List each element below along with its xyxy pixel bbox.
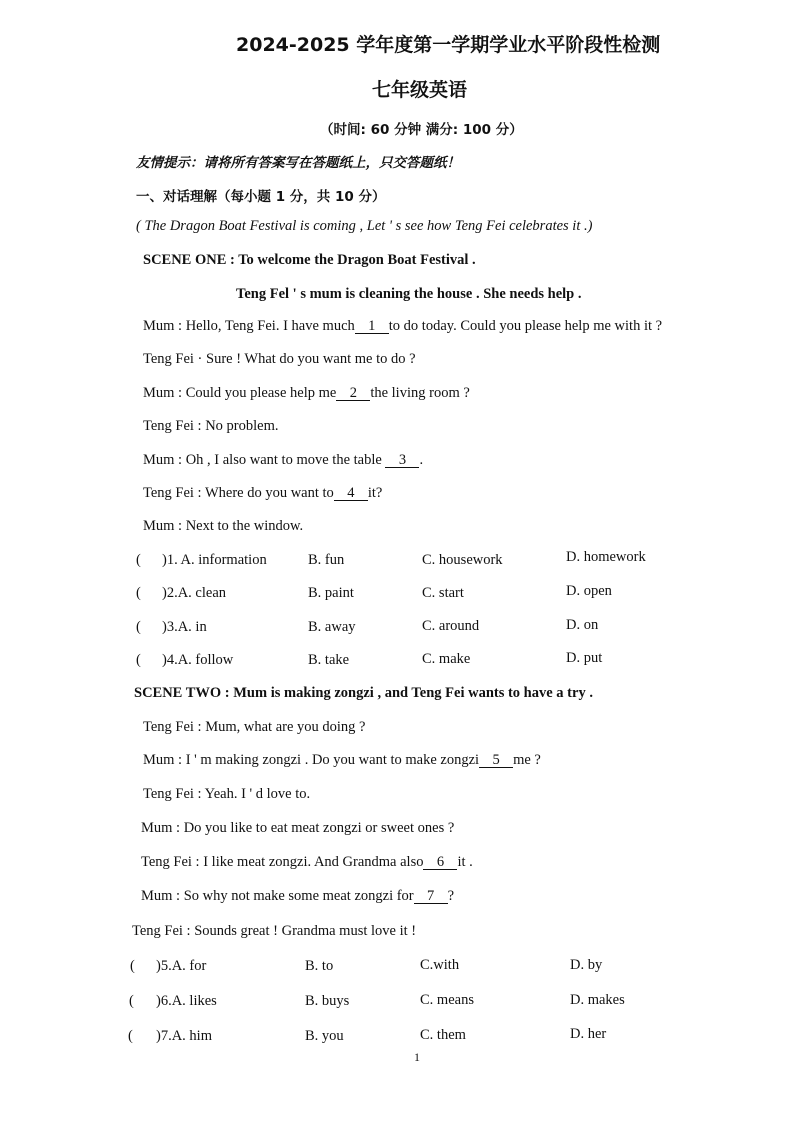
dialogue-line: Teng Fei : Mum, what are you doing ?: [143, 719, 366, 735]
exam-tip: 友情提示：请将所有答案写在答题纸上，只交答题纸！: [136, 155, 460, 171]
question-option-b: B. buys: [305, 993, 350, 1009]
dialogue-line: Teng Fei : No problem.: [143, 418, 279, 434]
dialogue-line: Mum : So why not make some meat zongzi for 7 ?: [141, 888, 455, 904]
dialogue-line: Mum : I ' m making zongzi . Do you want to make zongzi 5 me ?: [143, 752, 541, 768]
dialogue-line: Mum : Could you please help me 2 the living room ?: [143, 385, 470, 401]
question-option-c: C.with: [420, 957, 460, 973]
dialogue-line: Teng Fei · Sure ! What do you want me to do ?: [143, 351, 416, 367]
question-option-a: )1. A. information: [162, 552, 267, 568]
answer-paren: (: [128, 1028, 133, 1044]
scene-two-title: SCENE TWO : Mum is making zongzi , and Teng Fei wants to have a try .: [134, 685, 593, 701]
answer-blank: 1: [355, 319, 389, 334]
question-option-a: )7.A. him: [156, 1028, 212, 1044]
question-option-c: C. make: [422, 651, 471, 667]
answer-paren: (: [136, 585, 141, 601]
question-option-a: )6.A. likes: [156, 993, 217, 1009]
question-option-c: C. around: [422, 618, 480, 634]
answer-blank: 4: [334, 486, 368, 501]
dialogue-line: Teng Fei : Yeah. I ' d love to.: [143, 786, 311, 802]
question-option-d: D. open: [566, 583, 612, 599]
question-option-b: B. you: [305, 1028, 344, 1044]
question-option-a: )3.A. in: [162, 619, 207, 635]
scene-one-subtitle: Teng Fel ' s mum is cleaning the house . She needs help .: [236, 286, 582, 302]
scene-one-title: SCENE ONE : To welcome the Dragon Boat Festival .: [143, 252, 476, 268]
question-option-d: D. her: [570, 1026, 607, 1042]
answer-paren: (: [136, 652, 141, 668]
question-option-c: C. them: [420, 1027, 466, 1043]
dialogue-line: Mum : Oh , I also want to move the table 3 .: [143, 452, 424, 468]
answer-blank: 2: [336, 386, 370, 401]
answer-blank: 6: [423, 855, 457, 870]
question-option-a: )4.A. follow: [162, 652, 234, 668]
answer-paren: (: [129, 993, 134, 1009]
dialogue-line: Mum : Do you like to eat meat zongzi or sweet ones ?: [141, 820, 455, 836]
question-option-d: D. by: [570, 957, 603, 973]
dialogue-line: Teng Fei : I like meat zongzi. And Grandma also 6 it .: [141, 854, 473, 870]
question-option-b: B. fun: [308, 552, 345, 568]
question-option-c: C. housework: [422, 552, 503, 568]
question-option-b: B. to: [305, 958, 334, 974]
exam-title: 2024-2025 学年度第一学期学业水平阶段性检测: [236, 34, 661, 56]
section-heading: 一、对话理解（每小题 1 分，共 10 分）: [136, 189, 386, 205]
answer-blank: 5: [479, 753, 513, 768]
question-option-b: B. take: [308, 652, 350, 668]
question-option-c: C. means: [420, 992, 474, 1008]
dialogue-line: Teng Fei : Sounds great ! Grandma must love it !: [132, 923, 417, 939]
exam-time-info: （时间: 60 分钟 满分: 100 分）: [320, 122, 523, 138]
question-option-c: C. start: [422, 585, 464, 601]
question-option-b: B. paint: [308, 585, 354, 601]
question-option-d: D. homework: [566, 549, 646, 565]
answer-paren: (: [136, 619, 141, 635]
dialogue-line: Teng Fei : Where do you want to 4 it?: [143, 485, 383, 501]
dialogue-line: Mum : Next to the window.: [143, 518, 304, 534]
question-option-a: )2.A. clean: [162, 585, 227, 601]
question-option-d: D. makes: [570, 992, 625, 1008]
exam-subject: 七年级英语: [372, 79, 468, 101]
dialogue-line: Mum : Hello, Teng Fei. I have much 1 to do today. Could you please help me with it ?: [143, 318, 663, 334]
answer-paren: (: [136, 552, 141, 568]
section-intro: ( The Dragon Boat Festival is coming , Let ' s see how Teng Fei celebrates it .): [136, 218, 593, 234]
page-number: 1: [414, 1050, 420, 1064]
question-option-d: D. on: [566, 617, 599, 633]
question-option-b: B. away: [308, 619, 356, 635]
answer-blank: 3: [385, 453, 419, 468]
question-option-a: )5.A. for: [156, 958, 207, 974]
answer-blank: 7: [414, 889, 448, 904]
question-option-d: D. put: [566, 650, 603, 666]
answer-paren: (: [130, 958, 135, 974]
